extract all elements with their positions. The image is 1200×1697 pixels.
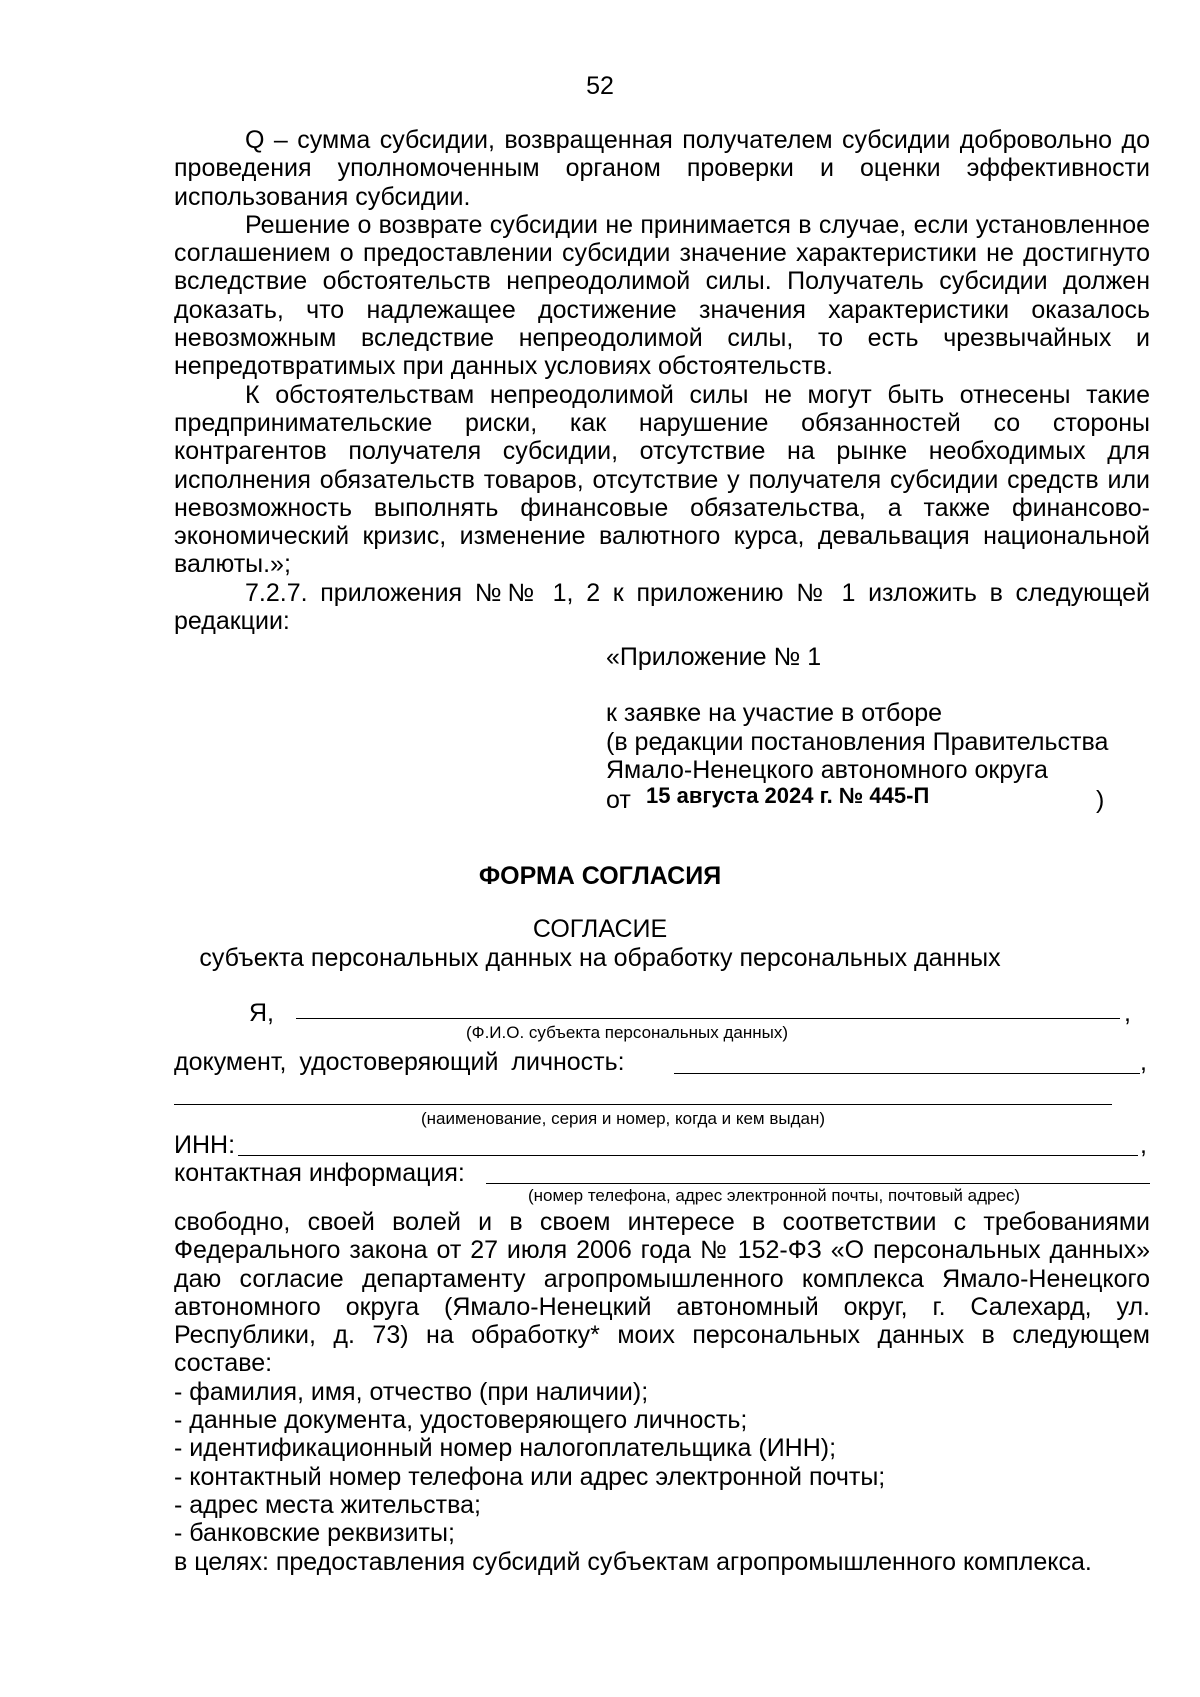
paragraph-q-definition: Q – сумма субсидии, возвращенная получателем субсидии добровольно до проведения уполномоченным органом проверки и оценки эффективности использования субсидии. [174, 126, 1150, 211]
appendix-header [606, 643, 1166, 814]
ya-end-comma: , [1124, 999, 1131, 1027]
list-item: - адрес места жительства; [174, 1490, 481, 1519]
appendix-line-3: Ямало-Ненецкого автономного округа [606, 755, 1048, 784]
list-item: - данные документа, удостоверяющего личность; [174, 1406, 748, 1435]
doc-caption: (наименование, серия и номер, когда и кем выдан) [421, 1109, 826, 1128]
consent-subtitle: субъекта персональных данных на обработку персональных данных [199, 944, 1001, 972]
appendix-title: «Приложение № 1 [606, 643, 822, 671]
doc-field-line-2[interactable] [174, 1104, 1112, 1105]
doc-label: документ, удостоверяющий личность: [174, 1048, 625, 1076]
list-item: - банковские реквизиты; [174, 1519, 455, 1548]
inn-label: ИНН: [174, 1131, 236, 1159]
list-item: - фамилия, имя, отчество (при наличии); [174, 1377, 649, 1406]
page-number: 52 [586, 72, 614, 100]
paragraph-force-majeure: Решение о возврате субсидии не принимается в случае, если установленное соглашением о предоставлении субсидии значение характеристики не достигнуто вследствие обстоятельств непреодолимой силы. Получатель субсидии должен доказать, что надлежащее достижение значения характеристики оказалось невозможным вследствие непреодолимой силы, то есть чрезвычайных и непредотвратимых при данных условиях обстоятельств. [174, 210, 1150, 381]
contact-field-line[interactable] [486, 1183, 1150, 1184]
appendix-date-line [606, 784, 1166, 814]
personal-data-list [174, 1378, 1150, 1548]
appendix-date-number: 15 августа 2024 г. № 445-П [646, 783, 930, 809]
appendix-line-2: (в редакции постановления Правительства [606, 727, 1109, 756]
doc-end-comma: , [1140, 1048, 1147, 1076]
list-item: - идентификационный номер налогоплательщика (ИНН); [174, 1434, 837, 1463]
paragraph-amendment: 7.2.7. приложения №№ 1, 2 к приложению № 1 изложить в следующей редакции: [174, 578, 1150, 636]
appendix-from-label: от [606, 786, 631, 815]
fio-caption: (Ф.И.О. субъекта персональных данных) [466, 1023, 789, 1042]
doc-field-line-1[interactable] [674, 1073, 1140, 1074]
fio-field-line[interactable] [296, 1018, 1120, 1019]
inn-end-comma: , [1140, 1131, 1147, 1159]
ya-label: Я, [249, 999, 274, 1027]
appendix-line-1: к заявке на участие в отборе [606, 699, 943, 728]
list-item: - контактный номер телефона или адрес электронной почты; [174, 1462, 886, 1491]
consent-title: СОГЛАСИЕ [532, 915, 668, 943]
inn-field-line[interactable] [238, 1155, 1138, 1156]
paragraph-business-risks: К обстоятельствам непреодолимой силы не могут быть отнесены такие предпринимательские риски, как нарушение обязанностей со стороны контрагентов получателя субсидии, отсутствие на рынке необходимых для исполнения обязательств товаров, отсутствие у получателя субсидии средств или невозможность выполнять финансовые обязательства, а также финансово-экономический кризис, изменение валютного курса, девальвация национальной валюты.»; [174, 380, 1150, 579]
appendix-close-paren: ) [1096, 786, 1105, 815]
contact-label: контактная информация: [174, 1159, 465, 1187]
consent-text: свободно, своей волей и в своем интересе в соответствии с требованиями Федерального закона от 27 июля 2006 года № 152-ФЗ «О персональных данных» даю согласие департаменту агропромышленного комплекса Ямало-Ненецкого автономного округа (Ямало-Ненецкий автономный округ, г. Салехард, ул. Республики, д. 73) на обработку* моих персональных данных в следующем составе: [174, 1208, 1150, 1378]
consent-body [174, 1208, 1150, 1576]
top-paragraphs [174, 126, 1150, 635]
purpose-text: в целях: предоставления субсидий субъектам агропромышленного комплекса. [174, 1547, 1092, 1576]
form-title: ФОРМА СОГЛАСИЯ [478, 862, 722, 890]
contact-caption: (номер телефона, адрес электронной почты, почтовый адрес) [528, 1186, 1021, 1205]
